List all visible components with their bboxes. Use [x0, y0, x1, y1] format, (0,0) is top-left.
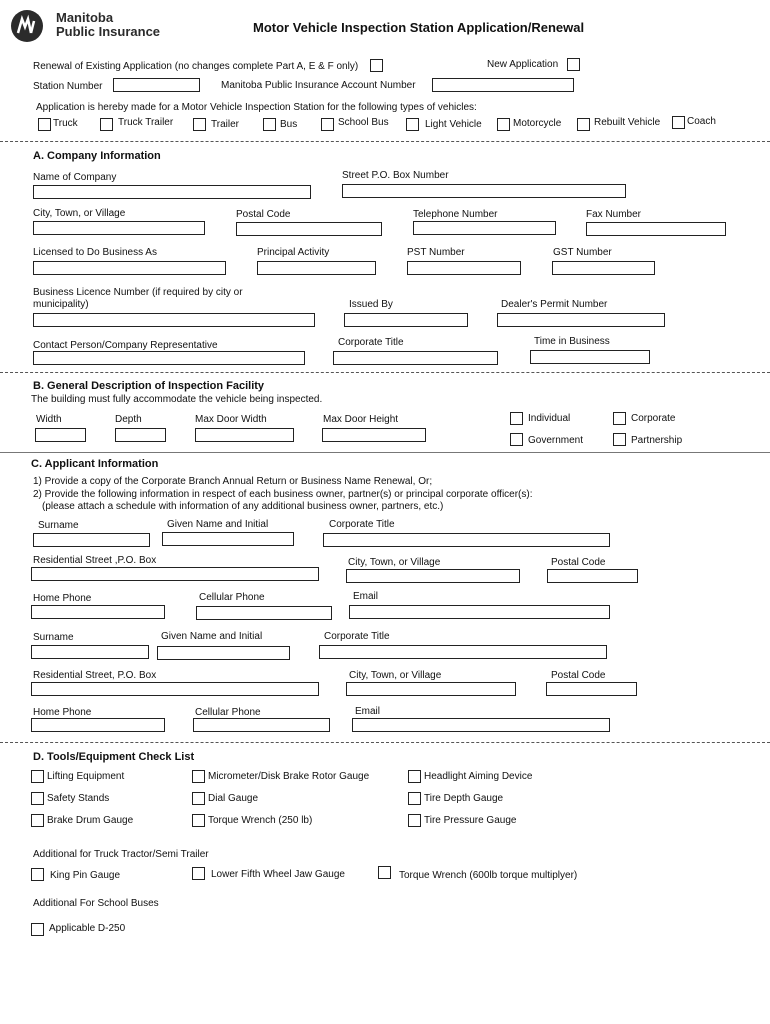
king-pin-gauge-checkbox[interactable] [31, 868, 44, 881]
owner2-residential-label: Residential Street, P.O. Box [33, 670, 157, 681]
licensed-as-label: Licensed to Do Business As [33, 247, 157, 258]
corporate-checkbox[interactable] [613, 412, 626, 425]
fax-field[interactable] [586, 222, 726, 236]
lifting-equipment-checkbox[interactable] [31, 770, 44, 783]
pst-field[interactable] [407, 261, 521, 275]
section-c-instruction-1: 1) Provide a copy of the Corporate Branch Annual Return or Business Name Renewal, Or; [33, 476, 433, 487]
school-buses-heading: Additional For School Buses [33, 898, 159, 909]
owner1-cell-phone-label: Cellular Phone [199, 592, 265, 603]
tire-pressure-gauge-label: Tire Pressure Gauge [424, 815, 517, 826]
dealers-permit-label: Dealer's Permit Number [501, 299, 608, 310]
divider [0, 141, 770, 142]
gst-label: GST Number [553, 247, 612, 258]
owner1-city-label: City, Town, or Village [348, 557, 441, 568]
owner2-surname-label: Surname [33, 632, 74, 643]
tire-depth-gauge-label: Tire Depth Gauge [424, 793, 504, 804]
owner1-email-label: Email [353, 591, 379, 602]
owner2-home-phone-label: Home Phone [33, 707, 92, 718]
vehicle-rebuilt-checkbox[interactable] [577, 118, 590, 131]
vehicle-truck-checkbox[interactable] [38, 118, 51, 131]
vehicle-light-vehicle-label: Light Vehicle [425, 119, 482, 130]
issued-by-label: Issued By [349, 299, 393, 310]
vehicle-truck-trailer-checkbox[interactable] [100, 118, 113, 131]
vehicle-bus-label: Bus [280, 119, 298, 130]
lower-fifth-wheel-label: Lower Fifth Wheel Jaw Gauge [211, 869, 345, 880]
city-field[interactable] [33, 221, 205, 235]
section-b-heading: B. General Description of Inspection Facility [33, 380, 265, 392]
owner2-postal-label: Postal Code [551, 670, 606, 681]
owner1-given-name-field[interactable] [162, 532, 294, 546]
mpi-account-field[interactable] [432, 78, 574, 92]
micrometer-checkbox[interactable] [192, 770, 205, 783]
owner1-postal-label: Postal Code [551, 557, 606, 568]
individual-checkbox[interactable] [510, 412, 523, 425]
corporate-title-label: Corporate Title [338, 337, 404, 348]
vehicle-light-vehicle-checkbox[interactable] [406, 118, 419, 131]
owner1-home-phone-field[interactable] [31, 605, 165, 619]
street-po-box-field[interactable] [342, 184, 626, 198]
safety-stands-checkbox[interactable] [31, 792, 44, 805]
postal-code-field[interactable] [236, 222, 382, 236]
owner2-city-field[interactable] [346, 682, 516, 696]
truck-tractor-heading: Additional for Truck Tractor/Semi Trailer [33, 849, 209, 860]
logo-line-2: Public Insurance [56, 24, 161, 39]
pst-label: PST Number [407, 247, 465, 258]
vehicle-coach-label: Coach [687, 116, 716, 127]
brake-drum-gauge-label: Brake Drum Gauge [47, 815, 134, 826]
renewal-checkbox[interactable] [370, 59, 383, 72]
section-b-note: The building must fully accommodate the vehicle being inspected. [31, 394, 323, 405]
width-label: Width [36, 414, 62, 425]
owner1-surname-field[interactable] [33, 533, 150, 547]
business-licence-label-2: municipality) [33, 299, 89, 310]
mpi-account-label: Manitoba Public Insurance Account Number [221, 80, 416, 91]
vehicle-motorcycle-checkbox[interactable] [497, 118, 510, 131]
name-of-company-field[interactable] [33, 185, 311, 199]
corporate-label: Corporate [631, 413, 676, 424]
vehicle-rebuilt-label: Rebuilt Vehicle [594, 117, 661, 128]
max-door-height-field[interactable] [322, 428, 426, 442]
fax-label: Fax Number [586, 209, 642, 220]
principal-activity-label: Principal Activity [257, 247, 330, 258]
business-licence-field[interactable] [33, 313, 315, 327]
tire-pressure-gauge-checkbox[interactable] [408, 814, 421, 827]
torque-wrench-250-label: Torque Wrench (250 lb) [208, 815, 313, 826]
section-a-heading: A. Company Information [33, 150, 161, 162]
lower-fifth-wheel-checkbox[interactable] [192, 867, 205, 880]
owner2-corporate-title-label: Corporate Title [324, 631, 390, 642]
section-c-heading: C. Applicant Information [31, 458, 159, 470]
time-in-business-field[interactable] [530, 350, 650, 364]
applicable-d250-label: Applicable D-250 [49, 923, 126, 934]
postal-code-label: Postal Code [236, 209, 291, 220]
owner2-surname-field[interactable] [31, 645, 149, 659]
torque-wrench-250-checkbox[interactable] [192, 814, 205, 827]
owner1-city-field[interactable] [346, 569, 520, 583]
vehicle-coach-checkbox[interactable] [672, 116, 685, 129]
owner1-surname-label: Surname [38, 520, 79, 531]
vehicle-truck-label: Truck [53, 118, 78, 129]
width-field[interactable] [35, 428, 86, 442]
name-of-company-label: Name of Company [33, 172, 117, 183]
section-d-heading: D. Tools/Equipment Check List [33, 751, 195, 763]
brake-drum-gauge-checkbox[interactable] [31, 814, 44, 827]
owner2-cell-phone-label: Cellular Phone [195, 707, 261, 718]
depth-field[interactable] [115, 428, 166, 442]
owner1-cell-phone-field[interactable] [196, 606, 332, 620]
dealers-permit-field[interactable] [497, 313, 665, 327]
headlight-aiming-checkbox[interactable] [408, 770, 421, 783]
new-application-label: New Application [487, 59, 559, 70]
owner2-email-label: Email [355, 706, 381, 717]
depth-label: Depth [115, 414, 142, 425]
dial-gauge-checkbox[interactable] [192, 792, 205, 805]
owner1-home-phone-label: Home Phone [33, 593, 92, 604]
tire-depth-gauge-checkbox[interactable] [408, 792, 421, 805]
contact-person-field[interactable] [33, 351, 305, 365]
owner1-residential-label: Residential Street ,P.O. Box [33, 555, 157, 566]
micrometer-label: Micrometer/Disk Brake Rotor Gauge [208, 771, 370, 782]
owner2-given-name-label: Given Name and Initial [161, 631, 263, 642]
divider [0, 452, 770, 453]
renewal-label: Renewal of Existing Application (no changes complete Part A, E & F only) [33, 61, 359, 72]
owner1-postal-field[interactable] [547, 569, 638, 583]
city-label: City, Town, or Village [33, 208, 126, 219]
time-in-business-label: Time in Business [534, 336, 610, 347]
individual-label: Individual [528, 413, 571, 424]
divider [0, 742, 770, 743]
lifting-equipment-label: Lifting Equipment [47, 771, 125, 782]
page-title: Motor Vehicle Inspection Station Application/Renewal [253, 20, 585, 35]
partnership-label: Partnership [631, 435, 683, 446]
owner2-city-label: City, Town, or Village [349, 670, 442, 681]
station-number-field[interactable] [113, 78, 200, 92]
owner1-given-name-label: Given Name and Initial [167, 519, 269, 530]
section-c-instruction-3: (please attach a schedule with information of any additional business owner, partners, etc.) [42, 501, 444, 512]
contact-person-label: Contact Person/Company Representative [33, 340, 218, 351]
king-pin-gauge-label: King Pin Gauge [50, 870, 121, 881]
vehicle-school-bus-checkbox[interactable] [321, 118, 334, 131]
vehicle-school-bus-label: School Bus [338, 117, 389, 128]
gst-field[interactable] [552, 261, 655, 275]
partnership-checkbox[interactable] [613, 433, 626, 446]
vehicle-trailer-label: Trailer [211, 119, 239, 130]
corporate-title-field[interactable] [333, 351, 498, 365]
issued-by-field[interactable] [344, 313, 468, 327]
owner1-corporate-title-label: Corporate Title [329, 519, 395, 530]
torque-wrench-600-label: Torque Wrench (600lb torque multiplyer) [399, 870, 578, 881]
owner2-corporate-title-field[interactable] [319, 645, 607, 659]
owner2-residential-field[interactable] [31, 682, 319, 696]
max-door-height-label: Max Door Height [323, 414, 399, 425]
mpi-logo-icon [10, 9, 44, 43]
divider [0, 372, 770, 373]
business-licence-label-1: Business Licence Number (if required by city or [33, 287, 243, 298]
max-door-width-field[interactable] [195, 428, 294, 442]
owner2-email-field[interactable] [352, 718, 610, 732]
owner2-cell-phone-field[interactable] [193, 718, 330, 732]
principal-activity-field[interactable] [257, 261, 376, 275]
owner1-residential-field[interactable] [31, 567, 319, 581]
headlight-aiming-label: Headlight Aiming Device [424, 771, 533, 782]
telephone-label: Telephone Number [413, 209, 498, 220]
section-c-instruction-2: 2) Provide the following information in respect of each business owner, partner(s) or principal corporate officer(s): [33, 489, 533, 500]
owner2-given-name-field[interactable] [157, 646, 290, 660]
applicable-d250-checkbox[interactable] [31, 923, 44, 936]
vehicle-trailer-checkbox[interactable] [193, 118, 206, 131]
vehicle-truck-trailer-label: Truck Trailer [118, 117, 174, 128]
logo-line-1: Manitoba [56, 10, 114, 25]
dial-gauge-label: Dial Gauge [208, 793, 259, 804]
telephone-field[interactable] [413, 221, 556, 235]
max-door-width-label: Max Door Width [195, 414, 267, 425]
street-po-box-label: Street P.O. Box Number [342, 170, 449, 181]
owner2-home-phone-field[interactable] [31, 718, 165, 732]
owner1-email-field[interactable] [349, 605, 610, 619]
government-checkbox[interactable] [510, 433, 523, 446]
application-statement: Application is hereby made for a Motor Vehicle Inspection Station for the following types of vehicles: [36, 102, 477, 113]
licensed-as-field[interactable] [33, 261, 226, 275]
safety-stands-label: Safety Stands [47, 793, 110, 804]
station-number-label: Station Number [33, 81, 103, 92]
mpi-logo [10, 8, 175, 44]
owner1-corporate-title-field[interactable] [323, 533, 610, 547]
government-label: Government [528, 435, 584, 446]
new-application-checkbox[interactable] [567, 58, 580, 71]
torque-wrench-600-checkbox[interactable] [378, 866, 391, 879]
vehicle-motorcycle-label: Motorcycle [513, 118, 562, 129]
vehicle-bus-checkbox[interactable] [263, 118, 276, 131]
owner2-postal-field[interactable] [546, 682, 637, 696]
